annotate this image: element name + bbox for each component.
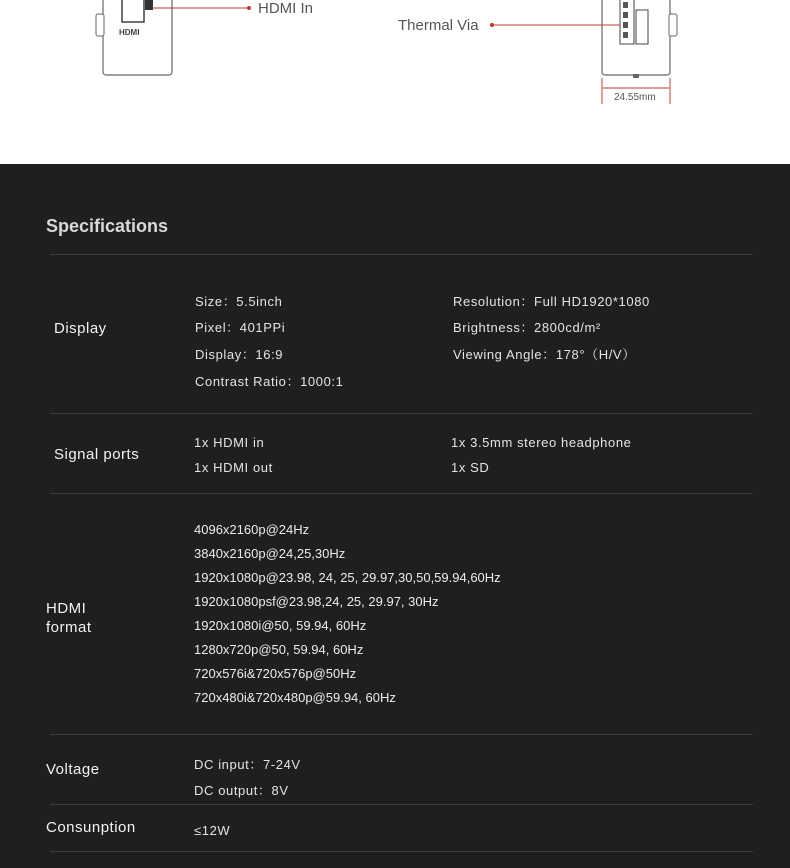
specifications-panel <box>0 164 790 868</box>
hdmi-port-marking: HDMI <box>119 28 140 37</box>
voltage-dc-output: DC output：8V <box>194 783 289 798</box>
hdmi-format-item: 1920x1080i@50, 59.94, 60Hz <box>194 618 367 633</box>
port-hdmi-out: 1x HDMI out <box>194 460 273 475</box>
display-viewing-angle: Viewing Angle：178°（H/V） <box>453 347 636 362</box>
display-brightness: Brightness：2800cd/m² <box>453 320 601 335</box>
signal-ports-label: Signal ports <box>54 446 140 463</box>
hdmi-format-item: 3840x2160p@24,25,30Hz <box>194 546 346 561</box>
hdmi-format-item: 1920x1080psf@23.98,24, 25, 29.97, 30Hz <box>194 594 439 609</box>
specs-title: Specifications <box>46 216 169 236</box>
device-diagram <box>0 0 790 164</box>
hdmi-format-label-line1: HDMI <box>46 600 87 617</box>
divider <box>50 804 753 805</box>
hdmi-in-label: HDMI In <box>258 0 314 17</box>
hdmi-format-item: 4096x2160p@24Hz <box>194 522 310 537</box>
hdmi-format-item: 720x576i&720x576p@50Hz <box>194 666 357 681</box>
voltage-label: Voltage <box>46 761 100 778</box>
port-hdmi-in: 1x HDMI in <box>194 435 265 450</box>
thermal-via-label: Thermal Via <box>398 17 479 34</box>
display-resolution: Resolution：Full HD1920*1080 <box>453 294 650 309</box>
hdmi-format-item: 1920x1080p@23.98, 24, 25, 29.97,30,50,59.94,60Hz <box>194 570 501 585</box>
hdmi-format-item: 1280x720p@50, 59.94, 60Hz <box>194 642 364 657</box>
divider <box>50 413 753 414</box>
hdmi-format-item: 720x480i&720x480p@59.94, 60Hz <box>194 690 396 705</box>
hdmi-format-label-line2: format <box>46 619 92 636</box>
port-headphone: 1x 3.5mm stereo headphone <box>451 435 632 450</box>
divider <box>50 851 753 852</box>
voltage-dc-input: DC input：7-24V <box>194 757 301 772</box>
divider <box>50 493 753 494</box>
device-diagram-drawing <box>0 0 790 164</box>
divider <box>50 734 753 735</box>
width-dimension-label: 24.55mm <box>614 92 656 103</box>
display-pixel: Pixel：401PPi <box>195 320 286 335</box>
display-label: Display <box>54 320 107 337</box>
consumption-label: Consunption <box>46 819 136 836</box>
divider <box>50 254 753 255</box>
display-size: Size：5.5inch <box>195 294 283 309</box>
consumption-value: ≤12W <box>194 823 231 838</box>
display-contrast: Contrast Ratio：1000:1 <box>195 374 344 389</box>
display-aspect: Display：16:9 <box>195 347 284 362</box>
port-sd: 1x SD <box>451 460 490 475</box>
